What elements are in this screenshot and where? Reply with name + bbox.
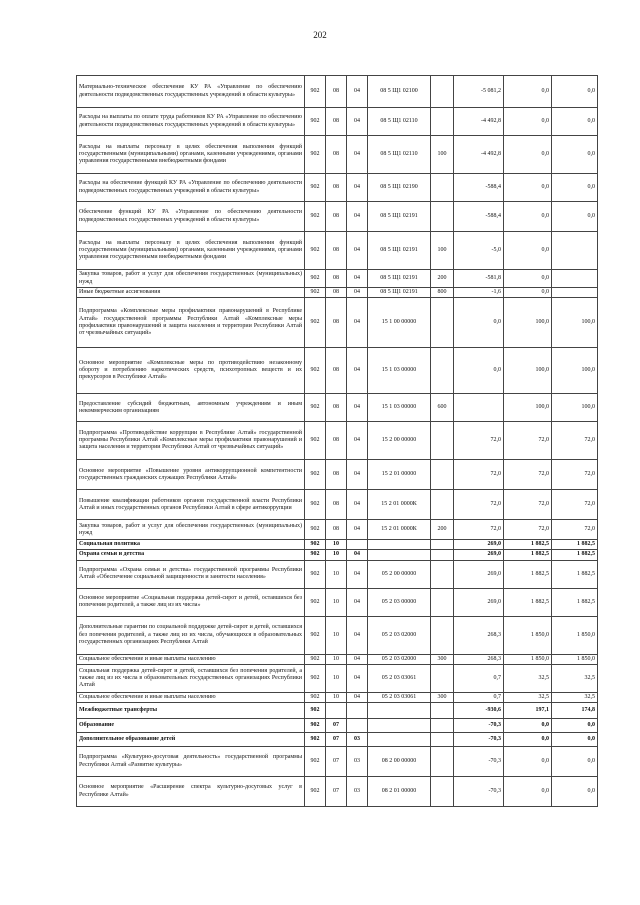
cell-amount-1: -70,3: [454, 747, 504, 777]
table-row: [77, 664, 598, 692]
cell-amount-3: 174,8: [552, 703, 598, 719]
cell-section: 07: [326, 719, 347, 733]
cell-subsection: 04: [347, 298, 368, 348]
table-row: [77, 460, 598, 490]
table-row: [77, 560, 598, 588]
cell-amount-1: 269,0: [454, 550, 504, 560]
cell-target-article: [368, 719, 431, 733]
cell-grbs: 902: [305, 664, 326, 692]
cell-section: 10: [326, 616, 347, 654]
cell-amount-1: 72,0: [454, 422, 504, 460]
cell-subsection: 04: [347, 460, 368, 490]
cell-amount-1: 268,3: [454, 616, 504, 654]
cell-amount-1: 0,7: [454, 664, 504, 692]
cell-amount-3: 100,0: [552, 394, 598, 422]
cell-grbs: 902: [305, 703, 326, 719]
cell-expense-type: [431, 703, 454, 719]
table-row: [77, 654, 598, 664]
cell-section: 08: [326, 298, 347, 348]
cell-amount-1: 0,0: [454, 298, 504, 348]
cell-amount-2: 0,0: [504, 747, 552, 777]
cell-amount-3: 1 882,5: [552, 540, 598, 550]
cell-section: 08: [326, 422, 347, 460]
table-row: [77, 588, 598, 616]
cell-name: Закупка товаров, работ и услуг для обеспечения государственных (муниципальных) нужд: [77, 520, 305, 540]
cell-amount-2: 0,0: [504, 174, 552, 202]
cell-amount-1: -5 081,2: [454, 76, 504, 108]
cell-section: 10: [326, 540, 347, 550]
cell-subsection: [347, 719, 368, 733]
table-row: [77, 202, 598, 232]
cell-section: 07: [326, 747, 347, 777]
cell-amount-3: 0,0: [552, 76, 598, 108]
cell-subsection: [347, 703, 368, 719]
cell-section: 10: [326, 560, 347, 588]
cell-section: 08: [326, 232, 347, 270]
cell-amount-1: 0,0: [454, 348, 504, 394]
cell-expense-type: 200: [431, 270, 454, 288]
cell-name: Предоставление субсидий бюджетным, автономным учреждениям и иным некоммерческим организациям: [77, 394, 305, 422]
table-row: [77, 733, 598, 747]
table-row: [77, 520, 598, 540]
cell-amount-1: -70,3: [454, 719, 504, 733]
cell-amount-3: 100,0: [552, 298, 598, 348]
cell-grbs: 902: [305, 348, 326, 394]
cell-amount-2: 1 850,0: [504, 616, 552, 654]
cell-amount-2: 72,0: [504, 460, 552, 490]
cell-section: 08: [326, 76, 347, 108]
cell-grbs: 902: [305, 733, 326, 747]
cell-amount-2: 1 882,5: [504, 550, 552, 560]
cell-grbs: 902: [305, 490, 326, 520]
cell-amount-2: 0,0: [504, 719, 552, 733]
cell-expense-type: [431, 490, 454, 520]
cell-target-article: 08 5 Щ1 02110: [368, 108, 431, 136]
cell-amount-1: 269,0: [454, 560, 504, 588]
cell-grbs: 902: [305, 270, 326, 288]
cell-section: 10: [326, 588, 347, 616]
cell-target-article: 15 2 01 0000К: [368, 520, 431, 540]
cell-amount-2: 1 850,0: [504, 654, 552, 664]
cell-section: 10: [326, 664, 347, 692]
cell-amount-3: 72,0: [552, 520, 598, 540]
cell-amount-3: 1 850,0: [552, 654, 598, 664]
cell-expense-type: 100: [431, 136, 454, 174]
cell-subsection: 04: [347, 550, 368, 560]
budget-table: [76, 75, 598, 807]
cell-section: [326, 703, 347, 719]
cell-name: Подпрограмма «Охрана семьи и детства» государственной программы Республики Алтай «Обеспечение социальной защищенности и занятости населения»: [77, 560, 305, 588]
cell-expense-type: [431, 298, 454, 348]
cell-grbs: 902: [305, 202, 326, 232]
table-row: [77, 692, 598, 702]
table-row: [77, 232, 598, 270]
table-row: [77, 108, 598, 136]
cell-subsection: 04: [347, 394, 368, 422]
cell-subsection: 03: [347, 777, 368, 807]
cell-grbs: 902: [305, 550, 326, 560]
cell-expense-type: [431, 588, 454, 616]
table-row: [77, 348, 598, 394]
cell-name: Социальное обеспечение и иные выплаты населению: [77, 654, 305, 664]
cell-amount-3: 0,0: [552, 733, 598, 747]
cell-grbs: 902: [305, 76, 326, 108]
cell-amount-3: 100,0: [552, 348, 598, 394]
cell-amount-2: 72,0: [504, 520, 552, 540]
cell-section: 10: [326, 692, 347, 702]
cell-section: 07: [326, 777, 347, 807]
cell-target-article: 08 5 Щ1 02191: [368, 270, 431, 288]
cell-subsection: 03: [347, 733, 368, 747]
cell-subsection: 04: [347, 108, 368, 136]
table-row: [77, 719, 598, 733]
cell-amount-1: -70,3: [454, 733, 504, 747]
cell-subsection: 04: [347, 490, 368, 520]
cell-expense-type: [431, 76, 454, 108]
cell-amount-3: 0,0: [552, 747, 598, 777]
cell-amount-2: 0,0: [504, 288, 552, 298]
cell-amount-3: [552, 232, 598, 270]
cell-amount-1: [454, 394, 504, 422]
cell-name: Иные бюджетные ассигнования: [77, 288, 305, 298]
cell-target-article: 15 2 00 00000: [368, 422, 431, 460]
cell-expense-type: 800: [431, 288, 454, 298]
cell-name: Основное мероприятие «Расширение спектра культурно-досуговых услуг в Республике Алтай»: [77, 777, 305, 807]
cell-amount-1: -930,6: [454, 703, 504, 719]
cell-subsection: [347, 540, 368, 550]
cell-target-article: 08 2 00 00000: [368, 747, 431, 777]
cell-name: Дополнительное образование детей: [77, 733, 305, 747]
cell-target-article: 08 2 01 00000: [368, 777, 431, 807]
cell-grbs: 902: [305, 540, 326, 550]
cell-name: Межбюджетные трансферты: [77, 703, 305, 719]
cell-target-article: 05 2 03 02000: [368, 654, 431, 664]
cell-subsection: 04: [347, 348, 368, 394]
cell-amount-3: 72,0: [552, 422, 598, 460]
cell-amount-1: -581,8: [454, 270, 504, 288]
cell-amount-2: 32,5: [504, 692, 552, 702]
cell-section: 08: [326, 174, 347, 202]
cell-expense-type: [431, 777, 454, 807]
cell-grbs: 902: [305, 422, 326, 460]
cell-target-article: [368, 550, 431, 560]
cell-amount-1: 269,0: [454, 540, 504, 550]
cell-subsection: 04: [347, 664, 368, 692]
cell-subsection: 04: [347, 270, 368, 288]
cell-target-article: 15 1 03 00000: [368, 394, 431, 422]
cell-section: 08: [326, 136, 347, 174]
cell-amount-2: 197,1: [504, 703, 552, 719]
cell-target-article: 08 5 Щ1 02191: [368, 202, 431, 232]
cell-name: Материально-техническое обеспечение КУ РА «Управление по обеспечению деятельности подведомственных государственных учреждений в области культуры»: [77, 76, 305, 108]
cell-expense-type: [431, 733, 454, 747]
cell-amount-3: 0,0: [552, 174, 598, 202]
cell-amount-1: -4 492,8: [454, 108, 504, 136]
cell-grbs: 902: [305, 520, 326, 540]
cell-name: Дополнительные гарантии по социальной поддержке детей-сирот и детей, оставшихся без попечения родителей, а также лиц из их числа, обучающихся в образовательных государственных организациях Республики Алтай: [77, 616, 305, 654]
cell-name: Социальное обеспечение и иные выплаты населению: [77, 692, 305, 702]
cell-amount-2: 1 882,5: [504, 560, 552, 588]
cell-section: 08: [326, 348, 347, 394]
table-row: [77, 288, 598, 298]
cell-section: 10: [326, 654, 347, 664]
cell-expense-type: [431, 108, 454, 136]
cell-name: Расходы на выплаты персоналу в целях обеспечения выполнения функций государственными (муниципальными) органами, казенными учреждениями, органами управления государственными внебюджетными фондами: [77, 232, 305, 270]
cell-subsection: 04: [347, 288, 368, 298]
table-row: [77, 616, 598, 654]
cell-grbs: 902: [305, 777, 326, 807]
table-row: [77, 777, 598, 807]
cell-amount-3: 0,0: [552, 202, 598, 232]
cell-amount-3: 1 850,0: [552, 616, 598, 654]
cell-target-article: 15 1 00 00000: [368, 298, 431, 348]
cell-grbs: 902: [305, 692, 326, 702]
table-row: [77, 298, 598, 348]
cell-expense-type: 300: [431, 654, 454, 664]
cell-target-article: 08 5 Щ1 02191: [368, 288, 431, 298]
cell-amount-3: 0,0: [552, 136, 598, 174]
table-row: [77, 540, 598, 550]
cell-section: 08: [326, 108, 347, 136]
cell-subsection: 04: [347, 560, 368, 588]
cell-amount-2: 0,0: [504, 108, 552, 136]
cell-amount-1: -4 492,8: [454, 136, 504, 174]
cell-subsection: 04: [347, 76, 368, 108]
cell-target-article: 08 5 Щ1 02110: [368, 136, 431, 174]
cell-subsection: 04: [347, 616, 368, 654]
cell-amount-2: 1 882,5: [504, 540, 552, 550]
cell-expense-type: [431, 460, 454, 490]
cell-name: Обеспечение функций КУ РА «Управление по обеспечению деятельности подведомственных государственных учреждений в области культуры»: [77, 202, 305, 232]
cell-subsection: 04: [347, 202, 368, 232]
cell-name: Образование: [77, 719, 305, 733]
cell-expense-type: [431, 540, 454, 550]
cell-grbs: 902: [305, 588, 326, 616]
cell-section: 08: [326, 288, 347, 298]
cell-grbs: 902: [305, 616, 326, 654]
cell-target-article: [368, 540, 431, 550]
cell-amount-3: 72,0: [552, 490, 598, 520]
cell-amount-2: 100,0: [504, 298, 552, 348]
cell-amount-3: 1 882,5: [552, 560, 598, 588]
cell-subsection: 04: [347, 232, 368, 270]
cell-amount-3: 32,5: [552, 692, 598, 702]
cell-name: Социальная поддержка детей-сирот и детей, оставшихся без попечения родителей, а также лиц из их числа в образовательных государственных организациях Республики Алтай: [77, 664, 305, 692]
cell-grbs: 902: [305, 719, 326, 733]
table-body: [77, 76, 598, 807]
cell-amount-3: 0,0: [552, 719, 598, 733]
cell-amount-1: 72,0: [454, 460, 504, 490]
cell-amount-1: 0,7: [454, 692, 504, 702]
cell-name: Расходы на выплаты персоналу в целях обеспечения выполнения функций государственными (муниципальными) органами, казенными учреждениями, органами управления государственными внебюджетными фондами: [77, 136, 305, 174]
cell-name: Расходы на выплаты по оплате труда работников КУ РА «Управление по обеспечению деятельности подведомственных государственных учреждений в области культуры»: [77, 108, 305, 136]
cell-target-article: 05 2 03 03061: [368, 692, 431, 702]
cell-amount-2: 1 882,5: [504, 588, 552, 616]
cell-grbs: 902: [305, 560, 326, 588]
cell-name: Основное мероприятие «Комплексные меры по противодействию незаконному обороту и потреблению наркотических средств, психотропных веществ и их прекурсоров в Республике Алтай»: [77, 348, 305, 394]
table-row: [77, 136, 598, 174]
cell-amount-1: -70,3: [454, 777, 504, 807]
table-row: [77, 422, 598, 460]
cell-expense-type: 300: [431, 692, 454, 702]
cell-target-article: [368, 733, 431, 747]
cell-grbs: 902: [305, 394, 326, 422]
cell-section: 10: [326, 550, 347, 560]
cell-expense-type: [431, 202, 454, 232]
cell-subsection: 04: [347, 136, 368, 174]
cell-target-article: 15 2 01 00000: [368, 460, 431, 490]
table-row: [77, 270, 598, 288]
cell-target-article: 05 2 00 00000: [368, 560, 431, 588]
cell-expense-type: [431, 616, 454, 654]
cell-expense-type: [431, 719, 454, 733]
cell-grbs: 902: [305, 654, 326, 664]
cell-amount-2: 100,0: [504, 348, 552, 394]
cell-expense-type: [431, 664, 454, 692]
cell-name: Закупка товаров, работ и услуг для обеспечения государственных (муниципальных) нужд: [77, 270, 305, 288]
cell-expense-type: [431, 550, 454, 560]
cell-amount-3: [552, 288, 598, 298]
cell-name: Основное мероприятие «Социальная поддержка детей-сирот и детей, оставшихся без попечения родителей, а также лиц из их числа»: [77, 588, 305, 616]
table-row: [77, 747, 598, 777]
cell-expense-type: 100: [431, 232, 454, 270]
cell-target-article: 15 1 03 00000: [368, 348, 431, 394]
cell-amount-1: -588,4: [454, 174, 504, 202]
cell-target-article: 08 5 Щ1 02191: [368, 232, 431, 270]
cell-amount-1: 269,0: [454, 588, 504, 616]
table-row: [77, 76, 598, 108]
cell-amount-1: 72,0: [454, 520, 504, 540]
cell-target-article: 05 2 03 00000: [368, 588, 431, 616]
cell-subsection: 04: [347, 588, 368, 616]
table-row: [77, 490, 598, 520]
cell-target-article: 08 5 Щ1 02100: [368, 76, 431, 108]
cell-subsection: 04: [347, 422, 368, 460]
cell-grbs: 902: [305, 288, 326, 298]
cell-amount-2: 72,0: [504, 422, 552, 460]
table-row: [77, 703, 598, 719]
cell-target-article: 05 2 03 02000: [368, 616, 431, 654]
cell-amount-3: 32,5: [552, 664, 598, 692]
cell-amount-2: 32,5: [504, 664, 552, 692]
cell-expense-type: [431, 560, 454, 588]
cell-section: 08: [326, 394, 347, 422]
cell-expense-type: 600: [431, 394, 454, 422]
cell-section: 08: [326, 460, 347, 490]
cell-subsection: 04: [347, 654, 368, 664]
cell-amount-3: [552, 270, 598, 288]
cell-name: Социальная политика: [77, 540, 305, 550]
cell-name: Подпрограмма «Противодействие коррупции в Республике Алтай» государственной программы Республики Алтай «Комплексные меры профилактики правонарушений и защита населения и территории Республики Алтай от чрезвычайных ситуаций»: [77, 422, 305, 460]
cell-name: Основное мероприятие «Повышение уровня антикоррупционной компетентности государственных гражданских служащих Республики Алтай»: [77, 460, 305, 490]
cell-subsection: 04: [347, 520, 368, 540]
cell-subsection: 04: [347, 692, 368, 702]
cell-name: Подпрограмма «Культурно-досуговая деятельность» государственной программы Республики Алтай «Развитие культуры»: [77, 747, 305, 777]
cell-amount-2: 0,0: [504, 136, 552, 174]
cell-amount-2: 72,0: [504, 490, 552, 520]
table-row: [77, 394, 598, 422]
cell-name: Повышение квалификации работников органов государственной власти Республики Алтай и иных государственных органов Республики Алтай в сфере антикоррупции: [77, 490, 305, 520]
cell-target-article: 08 5 Щ1 02190: [368, 174, 431, 202]
cell-subsection: 04: [347, 174, 368, 202]
cell-grbs: 902: [305, 298, 326, 348]
cell-target-article: 15 2 01 0000К: [368, 490, 431, 520]
cell-amount-2: 0,0: [504, 270, 552, 288]
cell-section: 07: [326, 733, 347, 747]
cell-amount-3: 0,0: [552, 777, 598, 807]
cell-amount-3: 1 882,5: [552, 588, 598, 616]
cell-section: 08: [326, 520, 347, 540]
cell-amount-2: 0,0: [504, 733, 552, 747]
cell-amount-2: 0,0: [504, 777, 552, 807]
page-number: 202: [313, 30, 327, 40]
cell-expense-type: 200: [431, 520, 454, 540]
cell-name: Подпрограмма «Комплексные меры профилактики правонарушений в Республике Алтай» государственной программы Республики Алтай «Комплексные меры профилактики правонарушений и защита населения и территории Республики Алтай от чрезвычайных ситуаций»: [77, 298, 305, 348]
cell-expense-type: [431, 348, 454, 394]
cell-section: 08: [326, 490, 347, 520]
cell-expense-type: [431, 747, 454, 777]
cell-amount-1: -5,0: [454, 232, 504, 270]
cell-grbs: 902: [305, 136, 326, 174]
cell-section: 08: [326, 270, 347, 288]
cell-name: Расходы на обеспечение функций КУ РА «Управление по обеспечению деятельности подведомственных государственных учреждений в области культуры»: [77, 174, 305, 202]
cell-amount-1: -588,4: [454, 202, 504, 232]
cell-amount-3: 0,0: [552, 108, 598, 136]
cell-grbs: 902: [305, 460, 326, 490]
cell-grbs: 902: [305, 747, 326, 777]
cell-amount-3: 72,0: [552, 460, 598, 490]
cell-amount-1: 72,0: [454, 490, 504, 520]
cell-amount-2: 0,0: [504, 232, 552, 270]
cell-grbs: 902: [305, 174, 326, 202]
cell-target-article: 05 2 03 03061: [368, 664, 431, 692]
table-row: [77, 174, 598, 202]
cell-name: Охрана семьи и детства: [77, 550, 305, 560]
cell-expense-type: [431, 422, 454, 460]
cell-grbs: 902: [305, 108, 326, 136]
cell-amount-2: 100,0: [504, 394, 552, 422]
cell-amount-3: 1 882,5: [552, 550, 598, 560]
cell-grbs: 902: [305, 232, 326, 270]
cell-subsection: 03: [347, 747, 368, 777]
cell-expense-type: [431, 174, 454, 202]
table-row: [77, 550, 598, 560]
cell-amount-2: 0,0: [504, 76, 552, 108]
cell-section: 08: [326, 202, 347, 232]
cell-amount-1: -1,6: [454, 288, 504, 298]
cell-amount-1: 268,3: [454, 654, 504, 664]
cell-target-article: [368, 703, 431, 719]
cell-amount-2: 0,0: [504, 202, 552, 232]
